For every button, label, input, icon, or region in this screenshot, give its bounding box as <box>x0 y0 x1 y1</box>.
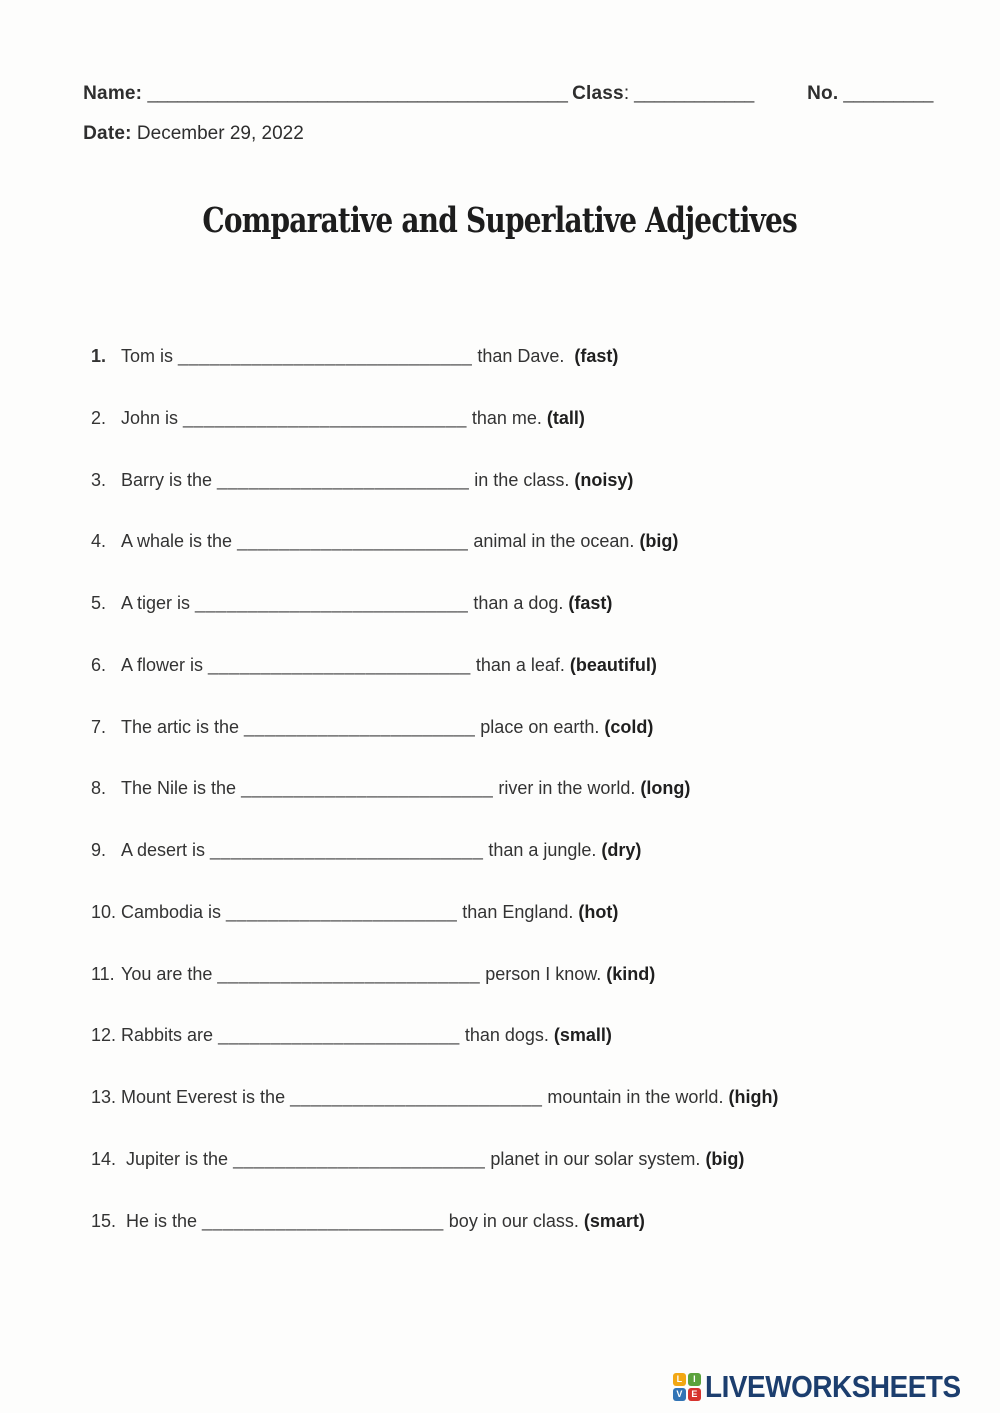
question-list <box>91 346 970 1272</box>
question-item-5 <box>91 593 970 655</box>
question-number: 1. <box>91 346 107 366</box>
logo-square-i: I <box>688 1373 701 1386</box>
adjective-hint: (high) <box>728 1087 779 1107</box>
title-wrap <box>0 200 1000 241</box>
number-field <box>786 61 933 127</box>
answer-blank[interactable]: ______________________ <box>226 901 458 922</box>
adjective-hint: (hot) <box>578 901 619 922</box>
question-text-post: person I know. <box>480 963 607 984</box>
question-text-pre: Cambodia is <box>121 901 227 922</box>
question-text-pre: Jupiter is the <box>121 1148 234 1169</box>
date-value: December 29, 2022 <box>131 123 304 144</box>
class-colon: : <box>623 83 630 104</box>
question-number: 13. <box>91 1087 117 1107</box>
question-item-4 <box>91 531 970 593</box>
question-text-post: than England. <box>457 901 579 922</box>
number-label: No. <box>807 83 839 104</box>
logo-square-v: V <box>673 1388 686 1401</box>
question-item-15 <box>91 1211 970 1273</box>
question-number: 8. <box>91 778 107 799</box>
question-text-pre: A tiger is <box>121 593 196 613</box>
question-text-post: in the class. <box>469 469 575 490</box>
question-text-pre: John is <box>121 407 184 428</box>
date-label: Date: <box>83 123 132 144</box>
liveworksheets-logo-icon <box>673 1373 701 1401</box>
adjective-hint: (beautiful) <box>569 654 657 675</box>
question-item-12 <box>91 1025 970 1087</box>
question-text-pre: He is the <box>121 1210 203 1231</box>
adjective-hint: (smart) <box>583 1210 645 1231</box>
date-field <box>62 101 304 167</box>
question-item-14 <box>91 1149 970 1211</box>
question-number: 5. <box>91 593 107 613</box>
question-text-pre: A desert is <box>121 840 211 860</box>
question-number: 15. <box>91 1210 117 1231</box>
question-item-1 <box>91 346 970 408</box>
question-item-8 <box>91 778 970 840</box>
liveworksheets-footer <box>673 1369 989 1405</box>
question-text-pre: Rabbits are <box>121 1025 219 1046</box>
name-blank-line[interactable]: __________________________________________ <box>147 83 568 103</box>
adjective-hint: (kind) <box>606 963 656 984</box>
question-text-pre: Mount Everest is the <box>121 1087 291 1107</box>
question-number: 7. <box>91 716 107 737</box>
name-label: Name: <box>83 83 143 104</box>
question-number: 6. <box>91 654 107 675</box>
question-text-post: animal in the ocean. <box>468 531 640 552</box>
answer-blank[interactable]: ______________________ <box>244 716 476 737</box>
question-text-post: planet in our solar system. <box>485 1148 706 1169</box>
question-item-7 <box>91 717 970 779</box>
question-item-6 <box>91 655 970 717</box>
question-number: 4. <box>91 531 107 552</box>
answer-blank[interactable]: ________________________ <box>241 778 494 799</box>
answer-blank[interactable]: ___________________________ <box>183 407 467 428</box>
question-number: 14. <box>91 1148 117 1169</box>
question-number: 12. <box>91 1025 117 1046</box>
question-item-3 <box>91 470 970 532</box>
answer-blank[interactable]: ________________________ <box>217 469 470 490</box>
question-number: 3. <box>91 469 107 490</box>
question-text-pre: Barry is the <box>121 469 218 490</box>
question-number: 10. <box>91 901 117 922</box>
adjective-hint: (fast) <box>574 346 619 366</box>
question-item-13 <box>91 1087 970 1149</box>
question-text-pre: You are the <box>121 963 218 984</box>
class-label: Class <box>572 83 624 104</box>
question-text-post: than a leaf. <box>470 654 570 675</box>
number-blank-line[interactable]: _________ <box>838 83 934 103</box>
question-text-post: mountain in the world. <box>542 1087 729 1107</box>
adjective-hint: (dry) <box>601 840 642 860</box>
adjective-hint: (noisy) <box>574 469 634 490</box>
adjective-hint: (big) <box>705 1148 745 1169</box>
question-text-post: river in the world. <box>493 778 641 799</box>
adjective-hint: (tall) <box>546 407 585 428</box>
answer-blank[interactable]: __________________________ <box>195 593 469 613</box>
question-item-2 <box>91 408 970 470</box>
question-number: 2. <box>91 407 107 428</box>
question-text-post: than a jungle. <box>483 840 602 860</box>
adjective-hint: (cold) <box>604 716 654 737</box>
brand-wordmark: LIVEWORKSHEETS <box>704 1369 961 1404</box>
question-text-pre: The Nile is the <box>121 778 242 799</box>
adjective-hint: (fast) <box>568 593 613 613</box>
class-field <box>551 61 754 127</box>
question-number: 11. <box>91 963 115 984</box>
answer-blank[interactable]: _______________________ <box>202 1210 444 1231</box>
answer-blank[interactable]: ________________________ <box>290 1087 543 1107</box>
question-text-post: than dogs. <box>459 1025 554 1046</box>
question-item-10 <box>91 902 970 964</box>
question-text-post: than a dog. <box>468 593 569 613</box>
question-text-post: boy in our class. <box>443 1210 584 1231</box>
adjective-hint: (small) <box>553 1025 612 1046</box>
question-text-pre: A flower is <box>121 654 209 675</box>
question-text-post: than Dave. <box>472 346 575 366</box>
answer-blank[interactable]: _______________________ <box>218 1025 460 1046</box>
logo-square-l: L <box>673 1373 686 1386</box>
answer-blank[interactable]: _________________________ <box>217 963 481 984</box>
adjective-hint: (long) <box>640 778 691 799</box>
answer-blank[interactable]: ______________________ <box>237 531 469 552</box>
question-text-pre: Tom is <box>121 346 179 366</box>
question-number: 9. <box>91 840 107 860</box>
answer-blank[interactable]: __________________________ <box>210 840 484 860</box>
question-item-11 <box>91 964 970 1026</box>
adjective-hint: (big) <box>639 531 679 552</box>
question-text-post: place on earth. <box>475 716 605 737</box>
question-text-post: than me. <box>466 407 547 428</box>
class-blank-line[interactable]: ____________ <box>629 83 755 103</box>
question-text-pre: The artic is the <box>121 716 245 737</box>
question-item-9 <box>91 840 970 902</box>
answer-blank[interactable]: ____________________________ <box>178 346 473 366</box>
logo-square-e: E <box>688 1388 701 1401</box>
page-title: Comparative and Superlative Adjectives <box>202 200 798 241</box>
question-text-pre: A whale is the <box>121 531 238 552</box>
answer-blank[interactable]: _________________________ <box>208 654 471 675</box>
answer-blank[interactable]: ________________________ <box>233 1148 486 1169</box>
